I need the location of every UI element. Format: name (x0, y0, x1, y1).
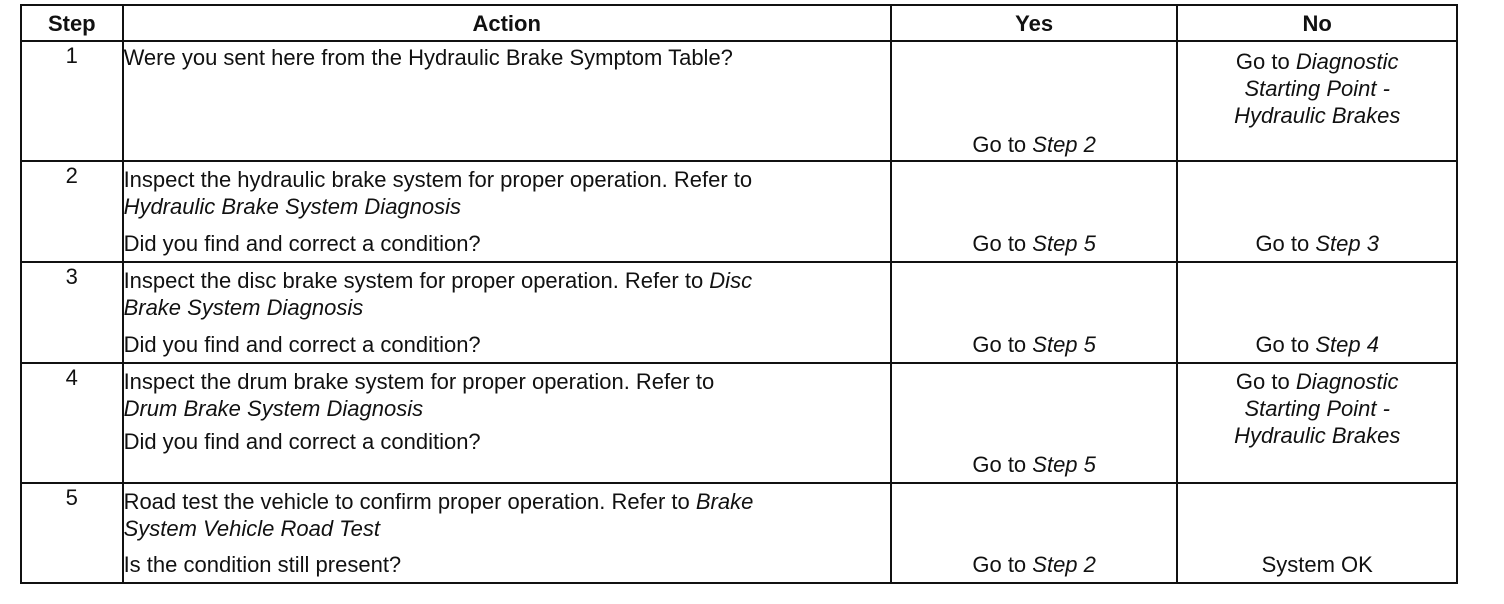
no-cell (1177, 262, 1457, 363)
action-cell (123, 363, 891, 483)
yes-prefix: Go to (972, 552, 1033, 577)
no-cell (1177, 41, 1457, 161)
no-ref-line3[interactable]: Hydraulic Brakes (1234, 103, 1401, 128)
table-row (21, 161, 1457, 262)
no-cell (1177, 161, 1457, 262)
step-number: 4 (21, 363, 123, 483)
step-number: 1 (21, 41, 123, 161)
step-number: 5 (21, 483, 123, 583)
yes-prefix: Go to (972, 231, 1033, 256)
table-row (21, 483, 1457, 583)
header-step: Step (21, 5, 123, 41)
action-ref-link-a[interactable]: Brake (695, 489, 754, 514)
action-ref-link[interactable]: Hydraulic Brake System Diagnosis (123, 194, 462, 219)
no-ref-line1[interactable]: Diagnostic (1295, 369, 1399, 394)
yes-cell (891, 161, 1178, 262)
no-ref-line2[interactable]: Starting Point - (1244, 396, 1390, 421)
action-text: Road test the vehicle to confirm proper operation. Refer to (123, 489, 696, 514)
no-prefix: Go to (1235, 369, 1296, 394)
yes-prefix: Go to (972, 452, 1033, 477)
action-cell (123, 161, 891, 262)
action-ref-link-a[interactable]: Disc (709, 268, 753, 293)
header-row (21, 5, 1457, 41)
header-action: Action (123, 5, 891, 41)
action-ref-link-b[interactable]: Brake System Diagnosis (123, 295, 364, 320)
step-number: 3 (21, 262, 123, 363)
yes-cell (891, 483, 1178, 583)
action-cell (123, 483, 891, 583)
action-question: Did you find and correct a condition? (123, 231, 481, 256)
yes-step-link[interactable]: Step 2 (1032, 132, 1096, 157)
yes-step-link[interactable]: Step 5 (1032, 332, 1096, 357)
action-question: Did you find and correct a condition? (123, 429, 481, 454)
no-ref-line3[interactable]: Hydraulic Brakes (1234, 423, 1401, 448)
action-text: Inspect the drum brake system for proper operation. Refer to (123, 369, 715, 394)
action-ref-link[interactable]: Drum Brake System Diagnosis (123, 396, 424, 421)
no-cell (1177, 363, 1457, 483)
action-cell (123, 262, 891, 363)
no-step-link[interactable]: Step 4 (1315, 332, 1379, 357)
yes-prefix: Go to (972, 132, 1033, 157)
action-text: Were you sent here from the Hydraulic Brake Symptom Table? (123, 45, 733, 70)
yes-prefix: Go to (972, 332, 1033, 357)
action-question: Did you find and correct a condition? (123, 332, 481, 357)
table-row (21, 41, 1457, 161)
yes-cell (891, 41, 1178, 161)
table-row (21, 262, 1457, 363)
yes-cell (891, 262, 1178, 363)
yes-step-link[interactable]: Step 5 (1032, 231, 1096, 256)
header-yes: Yes (891, 5, 1178, 41)
no-ref-line1[interactable]: Diagnostic (1295, 49, 1399, 74)
yes-step-link[interactable]: Step 2 (1032, 552, 1096, 577)
diagnostic-table (20, 4, 1458, 584)
action-text: Inspect the hydraulic brake system for proper operation. Refer to (123, 167, 753, 192)
table-row (21, 363, 1457, 483)
no-prefix: Go to (1255, 332, 1316, 357)
no-result-text: System OK (1261, 552, 1373, 577)
action-cell (123, 41, 891, 161)
action-ref-link-b[interactable]: System Vehicle Road Test (123, 516, 380, 541)
no-ref-line2[interactable]: Starting Point - (1244, 76, 1390, 101)
action-text: Inspect the disc brake system for proper operation. Refer to (123, 268, 710, 293)
no-prefix: Go to (1255, 231, 1316, 256)
no-cell (1177, 483, 1457, 583)
no-step-link[interactable]: Step 3 (1315, 231, 1379, 256)
yes-cell (891, 363, 1178, 483)
header-no: No (1177, 5, 1457, 41)
yes-step-link[interactable]: Step 5 (1032, 452, 1096, 477)
action-question: Is the condition still present? (123, 552, 402, 577)
no-prefix: Go to (1235, 49, 1296, 74)
step-number: 2 (21, 161, 123, 262)
